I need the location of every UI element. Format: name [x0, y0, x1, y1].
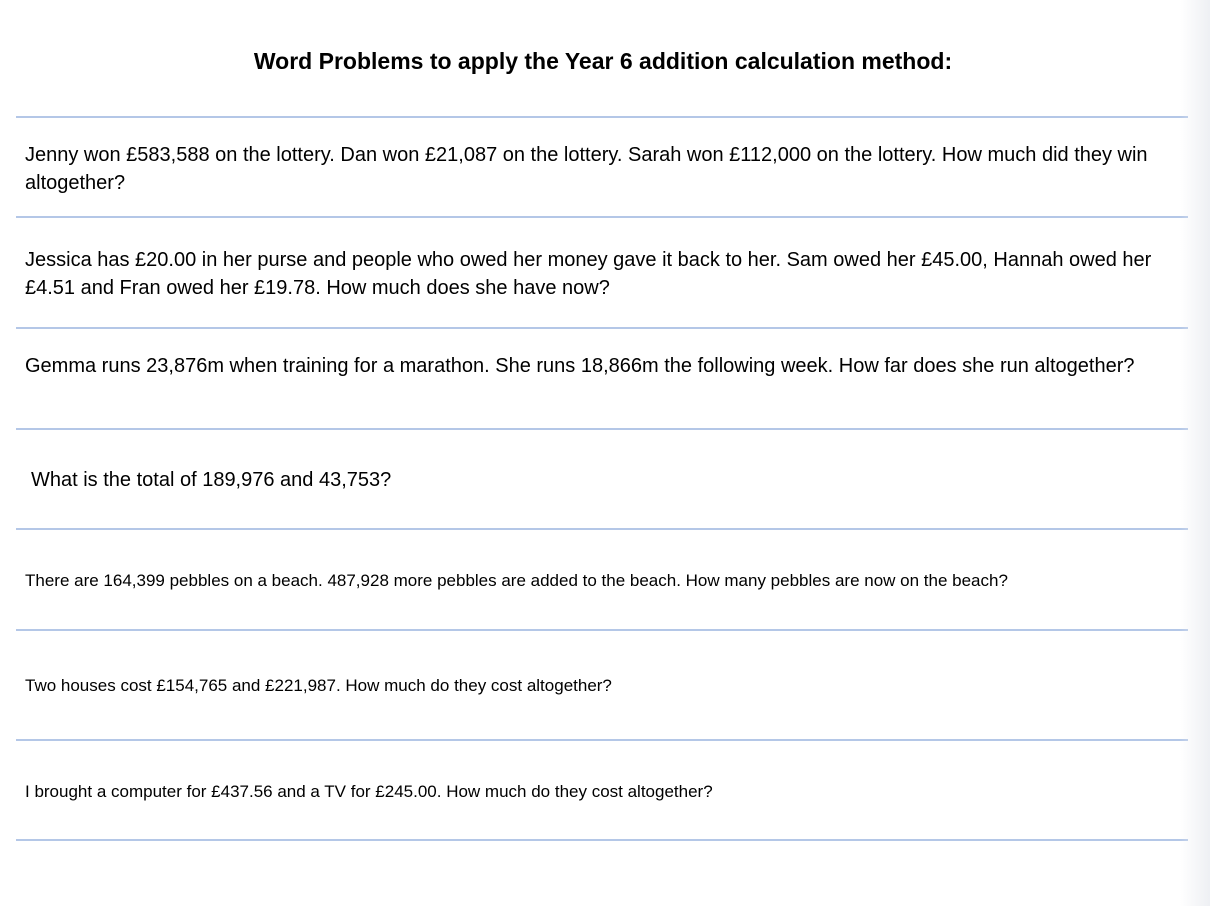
answer-line	[16, 528, 1188, 530]
answer-line	[16, 839, 1188, 841]
problem-3: Gemma runs 23,876m when training for a marathon. She runs 18,866m the following week. How far does she run altogether?	[25, 355, 1135, 377]
answer-line	[16, 116, 1188, 118]
problem-2: Jessica has £20.00 in her purse and people who owed her money gave it back to her. Sam owed her £45.00, Hannah owed her £4.51 and Fran owed her £19.78. How much does she have now?	[25, 249, 1152, 299]
worksheet-title: Word Problems to apply the Year 6 addition calculation method:	[253, 48, 953, 74]
page-edge-shadow	[1180, 0, 1210, 906]
problem-5: There are 164,399 pebbles on a beach. 487,928 more pebbles are added to the beach. How many pebbles are now on the beach?	[25, 571, 1008, 590]
problem-1: Jenny won £583,588 on the lottery. Dan won £21,087 on the lottery. Sarah won £112,000 on the lottery. How much did they win altogether?	[25, 144, 1148, 194]
answer-line	[16, 629, 1188, 631]
answer-line	[16, 739, 1188, 741]
answer-line	[16, 216, 1188, 218]
problem-6: Two houses cost £154,765 and £221,987. How much do they cost altogether?	[25, 676, 612, 695]
problem-4: What is the total of 189,976 and 43,753?	[31, 469, 392, 491]
answer-line	[16, 327, 1188, 329]
answer-line	[16, 428, 1188, 430]
problem-7: I brought a computer for £437.56 and a TV for £245.00. How much do they cost altogether?	[25, 782, 713, 801]
